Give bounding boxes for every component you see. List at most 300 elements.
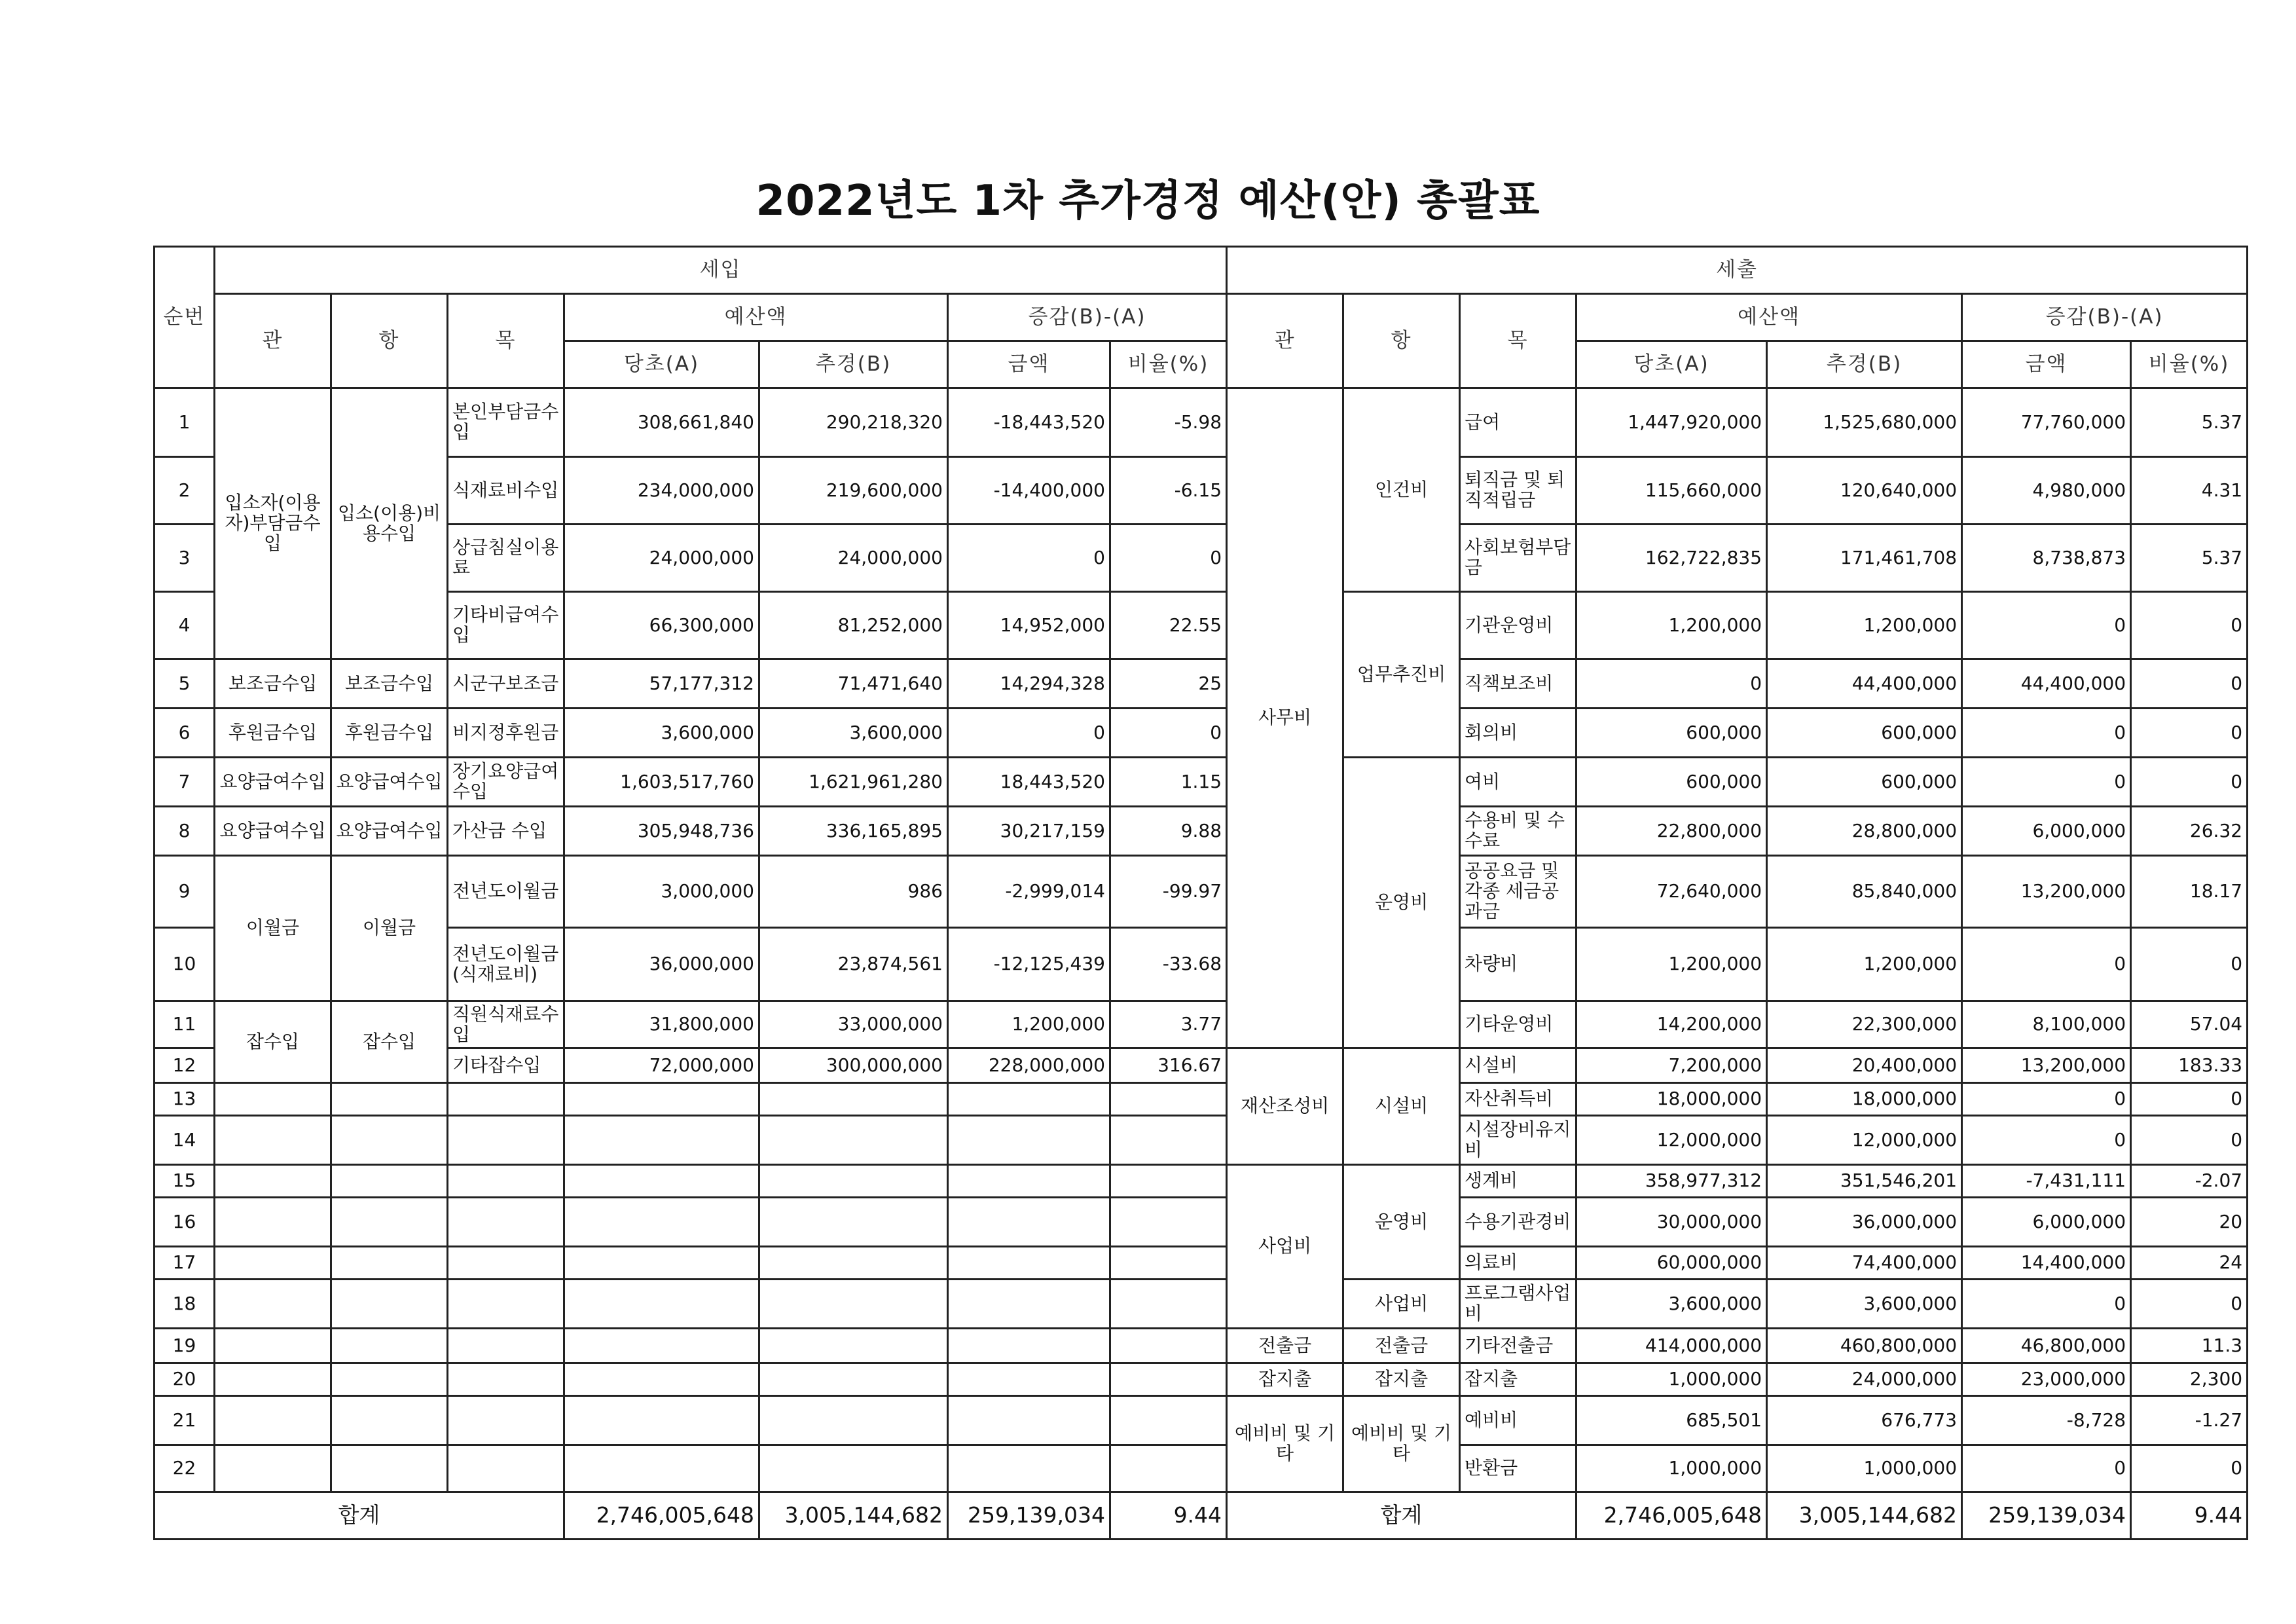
row-number: 22 <box>155 1445 215 1492</box>
income-mok-empty <box>448 1247 564 1280</box>
income-supp-empty <box>759 1116 948 1165</box>
income-mok: 가산금 수입 <box>448 807 564 856</box>
income-ratio: 316.67 <box>1110 1048 1227 1083</box>
income-orig-empty <box>564 1363 759 1396</box>
expense-amount: -8,728 <box>1962 1396 2131 1445</box>
income-ratio: 1.15 <box>1110 758 1227 807</box>
expense-total-supp: 3,005,144,682 <box>1767 1492 1962 1540</box>
income-amount: -12,125,439 <box>948 928 1110 1001</box>
income-gwan-empty <box>215 1198 331 1247</box>
table-row <box>155 1001 2248 1048</box>
income-supp: 71,471,640 <box>759 659 948 709</box>
income-ratio: -5.98 <box>1110 388 1227 457</box>
expense-amount: 4,980,000 <box>1962 457 2131 525</box>
income-gwan-empty <box>215 1445 331 1492</box>
income-orig-empty <box>564 1083 759 1116</box>
expense-orig: 162,722,835 <box>1576 525 1767 592</box>
header-income-change: 증감(B)-(A) <box>948 294 1227 341</box>
income-supp-empty <box>759 1198 948 1247</box>
expense-orig: 685,501 <box>1576 1396 1767 1445</box>
income-ratio-empty <box>1110 1445 1227 1492</box>
expense-amount: 0 <box>1962 592 2131 659</box>
header-expense-mok: 목 <box>1460 294 1576 388</box>
income-amount-empty <box>948 1363 1110 1396</box>
income-orig: 1,603,517,760 <box>564 758 759 807</box>
income-ratio-empty <box>1110 1198 1227 1247</box>
expense-orig: 7,200,000 <box>1576 1048 1767 1083</box>
expense-supp: 12,000,000 <box>1767 1116 1962 1165</box>
expense-ratio: 24 <box>2131 1247 2248 1280</box>
row-number: 10 <box>155 928 215 1001</box>
income-supp: 219,600,000 <box>759 457 948 525</box>
income-mok-empty <box>448 1329 564 1363</box>
income-hang: 입소(이용)비용수입 <box>331 388 448 659</box>
expense-amount: 77,760,000 <box>1962 388 2131 457</box>
expense-ratio: 0 <box>2131 709 2248 758</box>
income-total-amount: 259,139,034 <box>948 1492 1110 1540</box>
header-income-hang: 항 <box>331 294 448 388</box>
expense-supp: 120,640,000 <box>1767 457 1962 525</box>
expense-ratio: 20 <box>2131 1198 2248 1247</box>
table-row <box>155 1247 2248 1280</box>
income-amount: 14,294,328 <box>948 659 1110 709</box>
income-ratio-empty <box>1110 1363 1227 1396</box>
income-supp: 33,000,000 <box>759 1001 948 1048</box>
income-supp-empty <box>759 1396 948 1445</box>
income-orig-empty <box>564 1445 759 1492</box>
income-hang-empty <box>331 1363 448 1396</box>
row-number: 6 <box>155 709 215 758</box>
expense-ratio: 0 <box>2131 1083 2248 1116</box>
expense-orig: 115,660,000 <box>1576 457 1767 525</box>
row-number: 14 <box>155 1116 215 1165</box>
table-row <box>155 457 2248 525</box>
income-orig-empty <box>564 1247 759 1280</box>
expense-ratio: 18.17 <box>2131 856 2248 928</box>
income-supp-empty <box>759 1247 948 1280</box>
income-orig-empty <box>564 1280 759 1329</box>
income-total-orig: 2,746,005,648 <box>564 1492 759 1540</box>
income-mok-empty <box>448 1083 564 1116</box>
header-expense-orig: 당초(A) <box>1576 341 1767 388</box>
expense-amount: 0 <box>1962 1445 2131 1492</box>
income-hang-empty <box>331 1280 448 1329</box>
expense-supp: 74,400,000 <box>1767 1247 1962 1280</box>
header-income-amount: 금액 <box>948 341 1110 388</box>
expense-orig: 1,200,000 <box>1576 592 1767 659</box>
income-mok: 시군구보조금 <box>448 659 564 709</box>
income-ratio: 22.55 <box>1110 592 1227 659</box>
expense-hang: 예비비 및 기타 <box>1343 1396 1460 1492</box>
header-income-orig: 당초(A) <box>564 341 759 388</box>
income-ratio-empty <box>1110 1165 1227 1198</box>
row-number: 12 <box>155 1048 215 1083</box>
header-expense-ratio: 비율(%) <box>2131 341 2248 388</box>
expense-orig: 414,000,000 <box>1576 1329 1767 1363</box>
row-number: 19 <box>155 1329 215 1363</box>
expense-total-ratio: 9.44 <box>2131 1492 2248 1540</box>
income-gwan: 요양급여수입 <box>215 807 331 856</box>
expense-orig: 22,800,000 <box>1576 807 1767 856</box>
income-hang-empty <box>331 1198 448 1247</box>
income-mok-empty <box>448 1198 564 1247</box>
expense-gwan: 사무비 <box>1227 388 1343 1048</box>
income-amount: -14,400,000 <box>948 457 1110 525</box>
expense-amount: 44,400,000 <box>1962 659 2131 709</box>
expense-ratio: 0 <box>2131 659 2248 709</box>
table-row <box>155 807 2248 856</box>
income-hang: 보조금수입 <box>331 659 448 709</box>
row-number: 13 <box>155 1083 215 1116</box>
income-supp: 24,000,000 <box>759 525 948 592</box>
table-row <box>155 856 2248 928</box>
table-row <box>155 1048 2248 1083</box>
income-gwan: 입소자(이용자)부담금수입 <box>215 388 331 659</box>
income-orig: 31,800,000 <box>564 1001 759 1048</box>
expense-total-label: 합계 <box>1227 1492 1576 1540</box>
table-row <box>155 388 2248 457</box>
expense-mok: 기관운영비 <box>1460 592 1576 659</box>
header-expense-hang: 항 <box>1343 294 1460 388</box>
income-ratio: 0 <box>1110 525 1227 592</box>
expense-ratio: 0 <box>2131 592 2248 659</box>
income-orig-empty <box>564 1329 759 1363</box>
income-gwan: 후원금수입 <box>215 709 331 758</box>
expense-supp: 36,000,000 <box>1767 1198 1962 1247</box>
income-orig-empty <box>564 1198 759 1247</box>
income-hang: 이월금 <box>331 856 448 1001</box>
expense-amount: 0 <box>1962 1083 2131 1116</box>
expense-supp: 24,000,000 <box>1767 1363 1962 1396</box>
expense-supp: 28,800,000 <box>1767 807 1962 856</box>
income-amount-empty <box>948 1247 1110 1280</box>
expense-mok: 수용기관경비 <box>1460 1198 1576 1247</box>
income-orig: 308,661,840 <box>564 388 759 457</box>
expense-ratio: 0 <box>2131 1445 2248 1492</box>
header-expense-gwan: 관 <box>1227 294 1343 388</box>
expense-ratio: 26.32 <box>2131 807 2248 856</box>
income-amount-empty <box>948 1445 1110 1492</box>
income-mok: 기타비급여수입 <box>448 592 564 659</box>
header-expense-budget: 예산액 <box>1576 294 1962 341</box>
expense-mok: 자산취득비 <box>1460 1083 1576 1116</box>
expense-hang: 잡지출 <box>1343 1363 1460 1396</box>
row-number: 17 <box>155 1247 215 1280</box>
income-orig: 3,600,000 <box>564 709 759 758</box>
income-orig: 234,000,000 <box>564 457 759 525</box>
income-amount: 0 <box>948 709 1110 758</box>
income-mok: 상급침실이용료 <box>448 525 564 592</box>
income-amount: -2,999,014 <box>948 856 1110 928</box>
table-row <box>155 592 2248 659</box>
income-mok: 본인부담금수입 <box>448 388 564 457</box>
expense-mok: 사회보험부담금 <box>1460 525 1576 592</box>
income-mok-empty <box>448 1165 564 1198</box>
row-number: 4 <box>155 592 215 659</box>
income-hang-empty <box>331 1247 448 1280</box>
expense-gwan: 사업비 <box>1227 1165 1343 1329</box>
income-supp-empty <box>759 1445 948 1492</box>
expense-total-orig: 2,746,005,648 <box>1576 1492 1767 1540</box>
expense-orig: 18,000,000 <box>1576 1083 1767 1116</box>
income-gwan-empty <box>215 1165 331 1198</box>
income-orig: 36,000,000 <box>564 928 759 1001</box>
income-supp-empty <box>759 1165 948 1198</box>
expense-mok: 회의비 <box>1460 709 1576 758</box>
expense-ratio: 183.33 <box>2131 1048 2248 1083</box>
income-ratio-empty <box>1110 1247 1227 1280</box>
row-number: 11 <box>155 1001 215 1048</box>
expense-ratio: 5.37 <box>2131 525 2248 592</box>
expense-supp: 20,400,000 <box>1767 1048 1962 1083</box>
row-number: 7 <box>155 758 215 807</box>
expense-mok: 급여 <box>1460 388 1576 457</box>
income-gwan: 이월금 <box>215 856 331 1001</box>
income-hang: 요양급여수입 <box>331 807 448 856</box>
income-gwan-empty <box>215 1083 331 1116</box>
income-supp: 3,600,000 <box>759 709 948 758</box>
header-income: 세입 <box>215 247 1227 294</box>
expense-supp: 600,000 <box>1767 758 1962 807</box>
row-number: 21 <box>155 1396 215 1445</box>
income-amount: 30,217,159 <box>948 807 1110 856</box>
income-hang: 요양급여수입 <box>331 758 448 807</box>
row-number: 9 <box>155 856 215 928</box>
expense-total-amount: 259,139,034 <box>1962 1492 2131 1540</box>
totals-row <box>155 1492 2248 1540</box>
expense-supp: 3,600,000 <box>1767 1280 1962 1329</box>
expense-mok: 직책보조비 <box>1460 659 1576 709</box>
expense-amount: 0 <box>1962 709 2131 758</box>
expense-supp: 18,000,000 <box>1767 1083 1962 1116</box>
income-gwan: 잡수입 <box>215 1001 331 1083</box>
expense-ratio: 2,300 <box>2131 1363 2248 1396</box>
expense-amount: 8,100,000 <box>1962 1001 2131 1048</box>
expense-orig: 12,000,000 <box>1576 1116 1767 1165</box>
income-orig: 66,300,000 <box>564 592 759 659</box>
income-orig: 72,000,000 <box>564 1048 759 1083</box>
income-hang: 후원금수입 <box>331 709 448 758</box>
table-row <box>155 1116 2248 1165</box>
income-supp: 986 <box>759 856 948 928</box>
income-ratio-empty <box>1110 1280 1227 1329</box>
income-ratio: 0 <box>1110 709 1227 758</box>
expense-ratio: -2.07 <box>2131 1165 2248 1198</box>
page-title: 2022년도 1차 추가경정 예산(안) 총괄표 <box>756 177 1540 225</box>
header-seq: 순번 <box>155 247 215 388</box>
income-orig-empty <box>564 1116 759 1165</box>
income-supp: 290,218,320 <box>759 388 948 457</box>
table-row <box>155 1280 2248 1329</box>
expense-gwan: 예비비 및 기타 <box>1227 1396 1343 1492</box>
income-orig: 3,000,000 <box>564 856 759 928</box>
income-amount: 14,952,000 <box>948 592 1110 659</box>
expense-orig: 14,200,000 <box>1576 1001 1767 1048</box>
income-mok: 직원식재료수입 <box>448 1001 564 1048</box>
expense-amount: 6,000,000 <box>1962 807 2131 856</box>
expense-orig: 0 <box>1576 659 1767 709</box>
income-ratio-empty <box>1110 1396 1227 1445</box>
table-row <box>155 659 2248 709</box>
expense-orig: 30,000,000 <box>1576 1198 1767 1247</box>
expense-supp: 460,800,000 <box>1767 1329 1962 1363</box>
income-gwan-empty <box>215 1247 331 1280</box>
header-income-mok: 목 <box>448 294 564 388</box>
income-amount-empty <box>948 1280 1110 1329</box>
expense-supp: 22,300,000 <box>1767 1001 1962 1048</box>
income-supp: 81,252,000 <box>759 592 948 659</box>
expense-amount: 23,000,000 <box>1962 1363 2131 1396</box>
income-mok: 비지정후원금 <box>448 709 564 758</box>
table-row <box>155 525 2248 592</box>
expense-mok: 퇴직금 및 퇴직적립금 <box>1460 457 1576 525</box>
expense-hang: 운영비 <box>1343 1165 1460 1280</box>
row-number: 15 <box>155 1165 215 1198</box>
expense-orig: 600,000 <box>1576 758 1767 807</box>
income-amount-empty <box>948 1329 1110 1363</box>
table-row <box>155 1165 2248 1198</box>
expense-amount: 8,738,873 <box>1962 525 2131 592</box>
income-orig: 57,177,312 <box>564 659 759 709</box>
table-row <box>155 709 2248 758</box>
header-expense-supp: 추경(B) <box>1767 341 1962 388</box>
expense-orig: 1,447,920,000 <box>1576 388 1767 457</box>
expense-ratio: 11.3 <box>2131 1329 2248 1363</box>
expense-ratio: 0 <box>2131 1116 2248 1165</box>
expense-amount: 6,000,000 <box>1962 1198 2131 1247</box>
income-hang-empty <box>331 1329 448 1363</box>
expense-ratio: 0 <box>2131 928 2248 1001</box>
income-amount-empty <box>948 1396 1110 1445</box>
expense-hang: 업무추진비 <box>1343 592 1460 758</box>
expense-mok: 프로그램사업비 <box>1460 1280 1576 1329</box>
expense-orig: 3,600,000 <box>1576 1280 1767 1329</box>
income-mok-empty <box>448 1116 564 1165</box>
income-supp: 300,000,000 <box>759 1048 948 1083</box>
income-supp-empty <box>759 1083 948 1116</box>
income-mok: 기타잡수입 <box>448 1048 564 1083</box>
table-row <box>155 1363 2248 1396</box>
expense-amount: 46,800,000 <box>1962 1329 2131 1363</box>
expense-amount: 0 <box>1962 1280 2131 1329</box>
row-number: 2 <box>155 457 215 525</box>
expense-orig: 600,000 <box>1576 709 1767 758</box>
income-total-label: 합계 <box>155 1492 564 1540</box>
expense-orig: 358,977,312 <box>1576 1165 1767 1198</box>
expense-supp: 1,000,000 <box>1767 1445 1962 1492</box>
header-income-gwan: 관 <box>215 294 331 388</box>
income-mok-empty <box>448 1396 564 1445</box>
row-number: 1 <box>155 388 215 457</box>
row-number: 8 <box>155 807 215 856</box>
income-ratio: 3.77 <box>1110 1001 1227 1048</box>
income-supp-empty <box>759 1363 948 1396</box>
income-orig-empty <box>564 1396 759 1445</box>
income-hang-empty <box>331 1083 448 1116</box>
income-gwan-empty <box>215 1280 331 1329</box>
expense-mok: 반환금 <box>1460 1445 1576 1492</box>
income-amount: 18,443,520 <box>948 758 1110 807</box>
income-amount-empty <box>948 1083 1110 1116</box>
expense-amount: 13,200,000 <box>1962 856 2131 928</box>
expense-mok: 기타운영비 <box>1460 1001 1576 1048</box>
income-amount: 0 <box>948 525 1110 592</box>
expense-ratio: 0 <box>2131 1280 2248 1329</box>
income-hang-empty <box>331 1165 448 1198</box>
expense-mok: 차량비 <box>1460 928 1576 1001</box>
header-expense-amount: 금액 <box>1962 341 2131 388</box>
income-mok: 장기요양급여수입 <box>448 758 564 807</box>
expense-mok: 의료비 <box>1460 1247 1576 1280</box>
expense-orig: 1,200,000 <box>1576 928 1767 1001</box>
income-mok: 전년도이월금 <box>448 856 564 928</box>
income-supp-empty <box>759 1329 948 1363</box>
expense-gwan: 재산조성비 <box>1227 1048 1343 1165</box>
income-orig-empty <box>564 1165 759 1198</box>
expense-amount: 0 <box>1962 758 2131 807</box>
income-amount-empty <box>948 1165 1110 1198</box>
expense-amount: 0 <box>1962 928 2131 1001</box>
row-number: 16 <box>155 1198 215 1247</box>
expense-mok: 시설비 <box>1460 1048 1576 1083</box>
income-gwan-empty <box>215 1329 331 1363</box>
expense-gwan: 전출금 <box>1227 1329 1343 1363</box>
income-gwan-empty <box>215 1116 331 1165</box>
income-mok: 전년도이월금(식재료비) <box>448 928 564 1001</box>
income-mok-empty <box>448 1363 564 1396</box>
expense-hang: 운영비 <box>1343 758 1460 1048</box>
table-row <box>155 758 2248 807</box>
income-orig: 305,948,736 <box>564 807 759 856</box>
expense-mok: 여비 <box>1460 758 1576 807</box>
income-hang-empty <box>331 1116 448 1165</box>
expense-mok: 예비비 <box>1460 1396 1576 1445</box>
income-hang-empty <box>331 1445 448 1492</box>
expense-ratio: 4.31 <box>2131 457 2248 525</box>
expense-ratio: 5.37 <box>2131 388 2248 457</box>
row-number: 18 <box>155 1280 215 1329</box>
expense-ratio: 57.04 <box>2131 1001 2248 1048</box>
income-hang: 잡수입 <box>331 1001 448 1083</box>
budget-summary-table <box>153 246 2248 1540</box>
header-expense-change: 증감(B)-(A) <box>1962 294 2248 341</box>
income-total-ratio: 9.44 <box>1110 1492 1227 1540</box>
expense-ratio: -1.27 <box>2131 1396 2248 1445</box>
expense-supp: 44,400,000 <box>1767 659 1962 709</box>
income-amount: 1,200,000 <box>948 1001 1110 1048</box>
income-amount-empty <box>948 1198 1110 1247</box>
expense-amount: 13,200,000 <box>1962 1048 2131 1083</box>
expense-mok: 수용비 및 수수료 <box>1460 807 1576 856</box>
table-row <box>155 1083 2248 1116</box>
expense-mok: 기타전출금 <box>1460 1329 1576 1363</box>
expense-hang: 전출금 <box>1343 1329 1460 1363</box>
expense-supp: 85,840,000 <box>1767 856 1962 928</box>
income-supp: 336,165,895 <box>759 807 948 856</box>
income-total-supp: 3,005,144,682 <box>759 1492 948 1540</box>
income-supp: 23,874,561 <box>759 928 948 1001</box>
row-number: 5 <box>155 659 215 709</box>
income-ratio-empty <box>1110 1329 1227 1363</box>
table-row <box>155 928 2248 1001</box>
income-supp: 1,621,961,280 <box>759 758 948 807</box>
income-ratio: 9.88 <box>1110 807 1227 856</box>
expense-mok: 잡지출 <box>1460 1363 1576 1396</box>
expense-supp: 676,773 <box>1767 1396 1962 1445</box>
expense-ratio: 0 <box>2131 758 2248 807</box>
expense-mok: 시설장비유지비 <box>1460 1116 1576 1165</box>
income-ratio: -6.15 <box>1110 457 1227 525</box>
